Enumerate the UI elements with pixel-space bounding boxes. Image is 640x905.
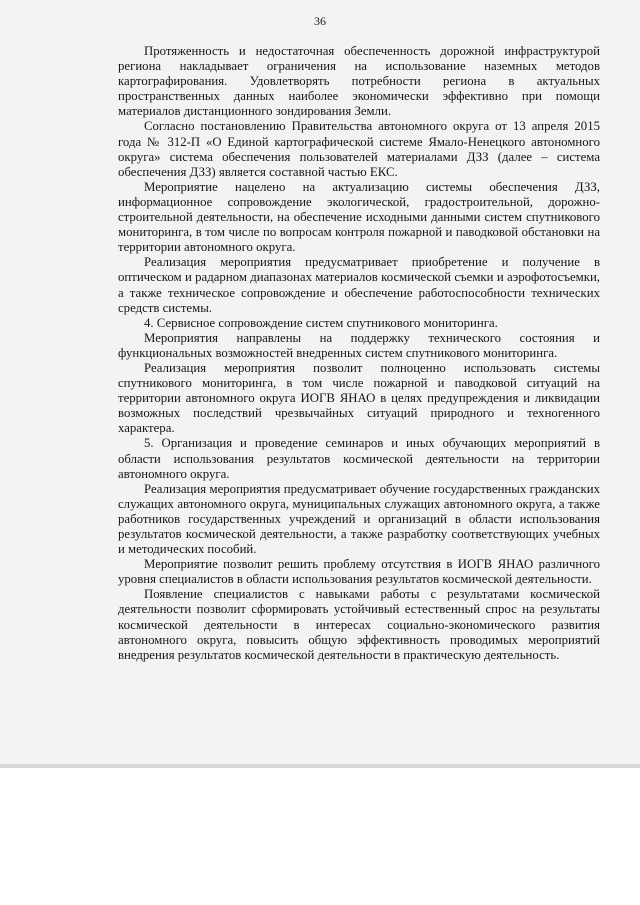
paragraph-dzz-update: Мероприятие нацелено на актуализацию системы обеспечения ДЗЗ, информационное сопровождение экологической, градостроительной, дорожно-строительной деятельности, на обеспечение исходными данными систем спутникового мониторинга, в том числе по вопросам контроля пожарной и паводковой обстановки на территории автономного округа.: [118, 179, 600, 255]
blank-background: [0, 768, 640, 905]
paragraph-training: Реализация мероприятия предусматривает обучение государственных гражданских служащих автономного округа, муниципальных служащих автономного округа, а также работников государственных учреждений и организаций в области использования результатов космической деятельности, а также разработку соответствующих учебных и методических пособий.: [118, 481, 600, 557]
section-heading-satellite-support: 4. Сервисное сопровождение систем спутникового мониторинга.: [144, 315, 498, 330]
paragraph-road-infrastructure: Протяженность и недостаточная обеспеченность дорожной инфраструктурой региона накладывает ограничения на использование наземных методов картографирования. Удовлетворять потребности региона в актуальных пространственных данных наиболее экономически эффективно при помощи материалов дистанционного зондирования Земли.: [118, 44, 600, 119]
page-number: 36: [314, 14, 326, 28]
paragraph-imagery-acquisition: Реализация мероприятия предусматривает приобретение и получение в оптическом и радарном диапазонах материалов космической съемки и аэрофотосъемки, а также техническое сопровождение и обеспечение работоспособности технических средств системы.: [118, 255, 600, 315]
section-heading-seminars: 5. Организация и проведение семинаров и иных обучающих мероприятий в области использования результатов космической деятельности на территории автономного округа.: [118, 436, 600, 481]
document-body: [118, 44, 600, 663]
paragraph-specialists-shortage: Мероприятие позволит решить проблему отсутствия в ИОГВ ЯНАО различного уровня специалистов в области использования результатов космической деятельности.: [118, 557, 600, 587]
paragraph-monitoring-support: Мероприятия направлены на поддержку технического состояния и функциональных возможностей внедренных систем спутникового мониторинга.: [118, 330, 600, 360]
paragraph-demand-development: Появление специалистов с навыками работы с результатами космической деятельности позволит сформировать устойчивый естественный спрос на результаты космической деятельности в интересах социально-экономического развития автономного округа, повысить общую эффективность проводимых мероприятий внедрения результатов космической деятельности в практическую деятельность.: [118, 587, 600, 662]
paragraph-monitoring-usage: Реализация мероприятия позволит полноценно использовать системы спутникового мониторинга, в том числе пожарной и паводковой ситуаций на территории автономного округа ИОГВ ЯНАО в целях предупреждения и ликвидации возможных последствий чрезвычайных ситуаций природного и техногенного характера.: [118, 360, 600, 436]
paragraph-government-resolution: Согласно постановлению Правительства автономного округа от 13 апреля 2015 года № 312-П «О Единой картографической системе Ямало-Ненецкого автономного округа» система обеспечения пользователей материалами ДЗЗ (далее – система обеспечения ДЗЗ) является составной частью ЕКС.: [118, 119, 600, 179]
